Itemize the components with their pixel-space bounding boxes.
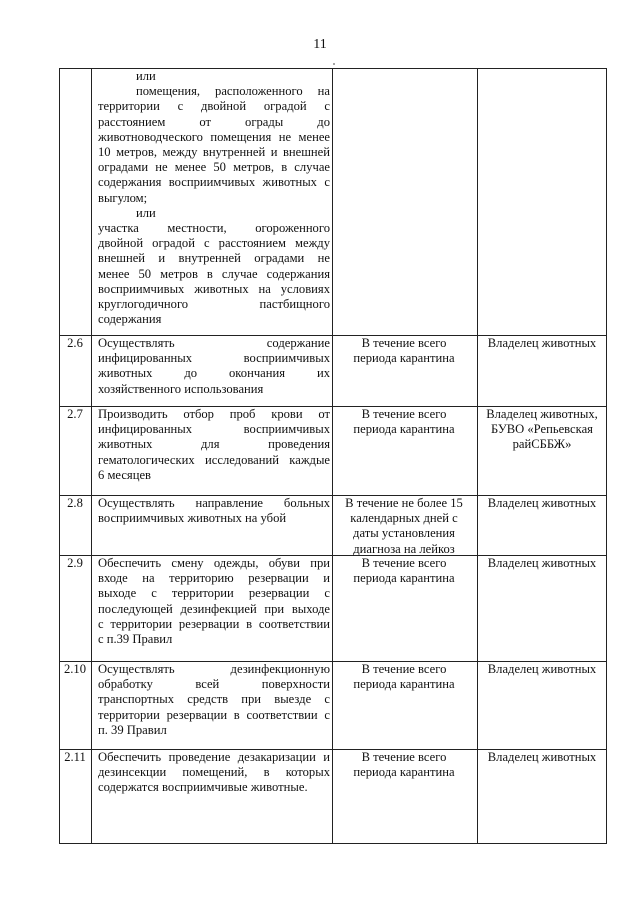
row-number: 2.10 bbox=[63, 662, 87, 676]
cell-text-line: Обеспечить смену одежды, обуви при bbox=[98, 556, 330, 570]
cell-text-line: гематологических исследований каждые bbox=[98, 452, 330, 467]
term-text-line: календарных дней с bbox=[350, 511, 458, 526]
row-number: 2.11 bbox=[64, 750, 86, 764]
cell-text-line: животноводческого помещения не менее bbox=[98, 129, 330, 144]
term-text-line: периода карантина bbox=[353, 351, 455, 366]
cell-text-line: территории резервации в соответствии с bbox=[98, 707, 330, 722]
term-text-line: В течение всего bbox=[361, 556, 447, 570]
cell-text-line: 6 месяцев bbox=[98, 467, 151, 482]
term-text-line: В течение всего bbox=[361, 750, 447, 764]
cell-text-line: с п.39 Правил bbox=[98, 632, 173, 646]
cell-text-line: транспортных средств при выезде с bbox=[98, 692, 330, 707]
term-text-line: диагноза на лейкоз bbox=[353, 541, 455, 556]
cell-text-line: 10 метров, между внутренней и внешней bbox=[98, 145, 330, 159]
cell-text-line: Осуществлять дезинфекционную bbox=[98, 662, 330, 676]
cell-text-line: участка местности, огороженного bbox=[98, 221, 330, 235]
term-text-line: В течение всего bbox=[361, 407, 447, 421]
cell-text-line: обработку всей поверхности bbox=[98, 677, 330, 692]
responsible-text-line: Владелец животных bbox=[487, 336, 597, 350]
page-number: 11 bbox=[313, 37, 327, 52]
cell-text-line: помещения, расположенного на bbox=[136, 84, 330, 99]
cell-text-line: входе на территорию резервации и bbox=[98, 571, 330, 586]
cell-text-line: выходе с территории резервации с bbox=[98, 586, 330, 601]
cell-text-line: менее 50 метров в случае содержания bbox=[98, 266, 330, 281]
cell-text-line: с территории резервации в соответствии bbox=[98, 616, 330, 631]
row-number: 2.8 bbox=[67, 496, 83, 510]
row-number: 2.6 bbox=[67, 336, 83, 350]
cell-text-line: инфицированных восприимчивых bbox=[98, 351, 330, 366]
cell-text-line: или bbox=[136, 69, 156, 83]
cell-text-line: содержатся восприимчивые животные. bbox=[98, 780, 308, 795]
column-divider bbox=[477, 69, 478, 843]
cell-text-line: круглогодичного пастбищного bbox=[98, 297, 330, 311]
responsible-text-line: райСББЖ» bbox=[512, 437, 572, 452]
responsible-text-line: Владелец животных bbox=[487, 496, 597, 510]
responsible-text-line: Владелец животных bbox=[487, 750, 597, 764]
cell-text-line: восприимчивых животных на условиях bbox=[98, 281, 330, 296]
term-text-line: периода карантина bbox=[353, 677, 455, 692]
cell-text-line: животных для проведения bbox=[98, 437, 330, 452]
column-divider bbox=[91, 69, 92, 843]
cell-text-line: расстоянием от ограды до bbox=[98, 114, 330, 129]
cell-text-line: содержания восприимчивых животных с bbox=[98, 175, 330, 190]
cell-text-line: инфицированных восприимчивых bbox=[98, 422, 330, 437]
term-text-line: периода карантина bbox=[353, 422, 455, 437]
cell-text-line: дезинсекции помещений, в которых bbox=[98, 765, 330, 780]
responsible-text-line: Владелец животных bbox=[487, 556, 597, 570]
cell-text-line: территории с двойной оградой с bbox=[98, 99, 330, 114]
column-divider bbox=[332, 69, 333, 843]
responsible-text-line: Владелец животных bbox=[487, 662, 597, 676]
responsible-text-line: Владелец животных, bbox=[486, 407, 598, 421]
cell-text-line: внешней и внутренней оградами не bbox=[98, 251, 330, 266]
cell-text-line: последующей дезинфекцией при выходе bbox=[98, 601, 330, 616]
cell-text-line: п. 39 Правил bbox=[98, 722, 167, 737]
term-text-line: периода карантина bbox=[353, 571, 455, 586]
cell-text-line: животных до окончания их bbox=[98, 366, 330, 381]
cell-text-line: Осуществлять содержание bbox=[98, 336, 330, 350]
cell-text-line: выгулом; bbox=[98, 190, 148, 205]
cell-text-line: содержания bbox=[98, 312, 162, 327]
cell-text-line: Обеспечить проведение дезакаризации и bbox=[98, 750, 330, 764]
term-text-line: В течение не более 15 bbox=[345, 496, 463, 510]
term-text-line: даты установления bbox=[353, 526, 455, 541]
responsible-text-line: БУВО «Репьевская bbox=[491, 422, 593, 437]
term-text-line: В течение всего bbox=[361, 336, 447, 350]
row-number: 2.7 bbox=[67, 407, 83, 421]
term-text-line: В течение всего bbox=[361, 662, 447, 676]
cell-text-line: Производить отбор проб крови от bbox=[98, 407, 330, 421]
row-number: 2.9 bbox=[67, 556, 83, 570]
cell-text-line: восприимчивых животных на убой bbox=[98, 511, 287, 526]
cell-text-line: Осуществлять направление больных bbox=[98, 496, 330, 510]
cell-text-line: или bbox=[136, 205, 156, 220]
cell-text-line: оградами не менее 50 метров, в случае bbox=[98, 160, 330, 175]
term-text-line: периода карантина bbox=[353, 765, 455, 780]
scan-speck bbox=[333, 63, 335, 65]
cell-text-line: двойной оградой с расстоянием между bbox=[98, 236, 330, 251]
cell-text-line: хозяйственного использования bbox=[98, 381, 264, 396]
